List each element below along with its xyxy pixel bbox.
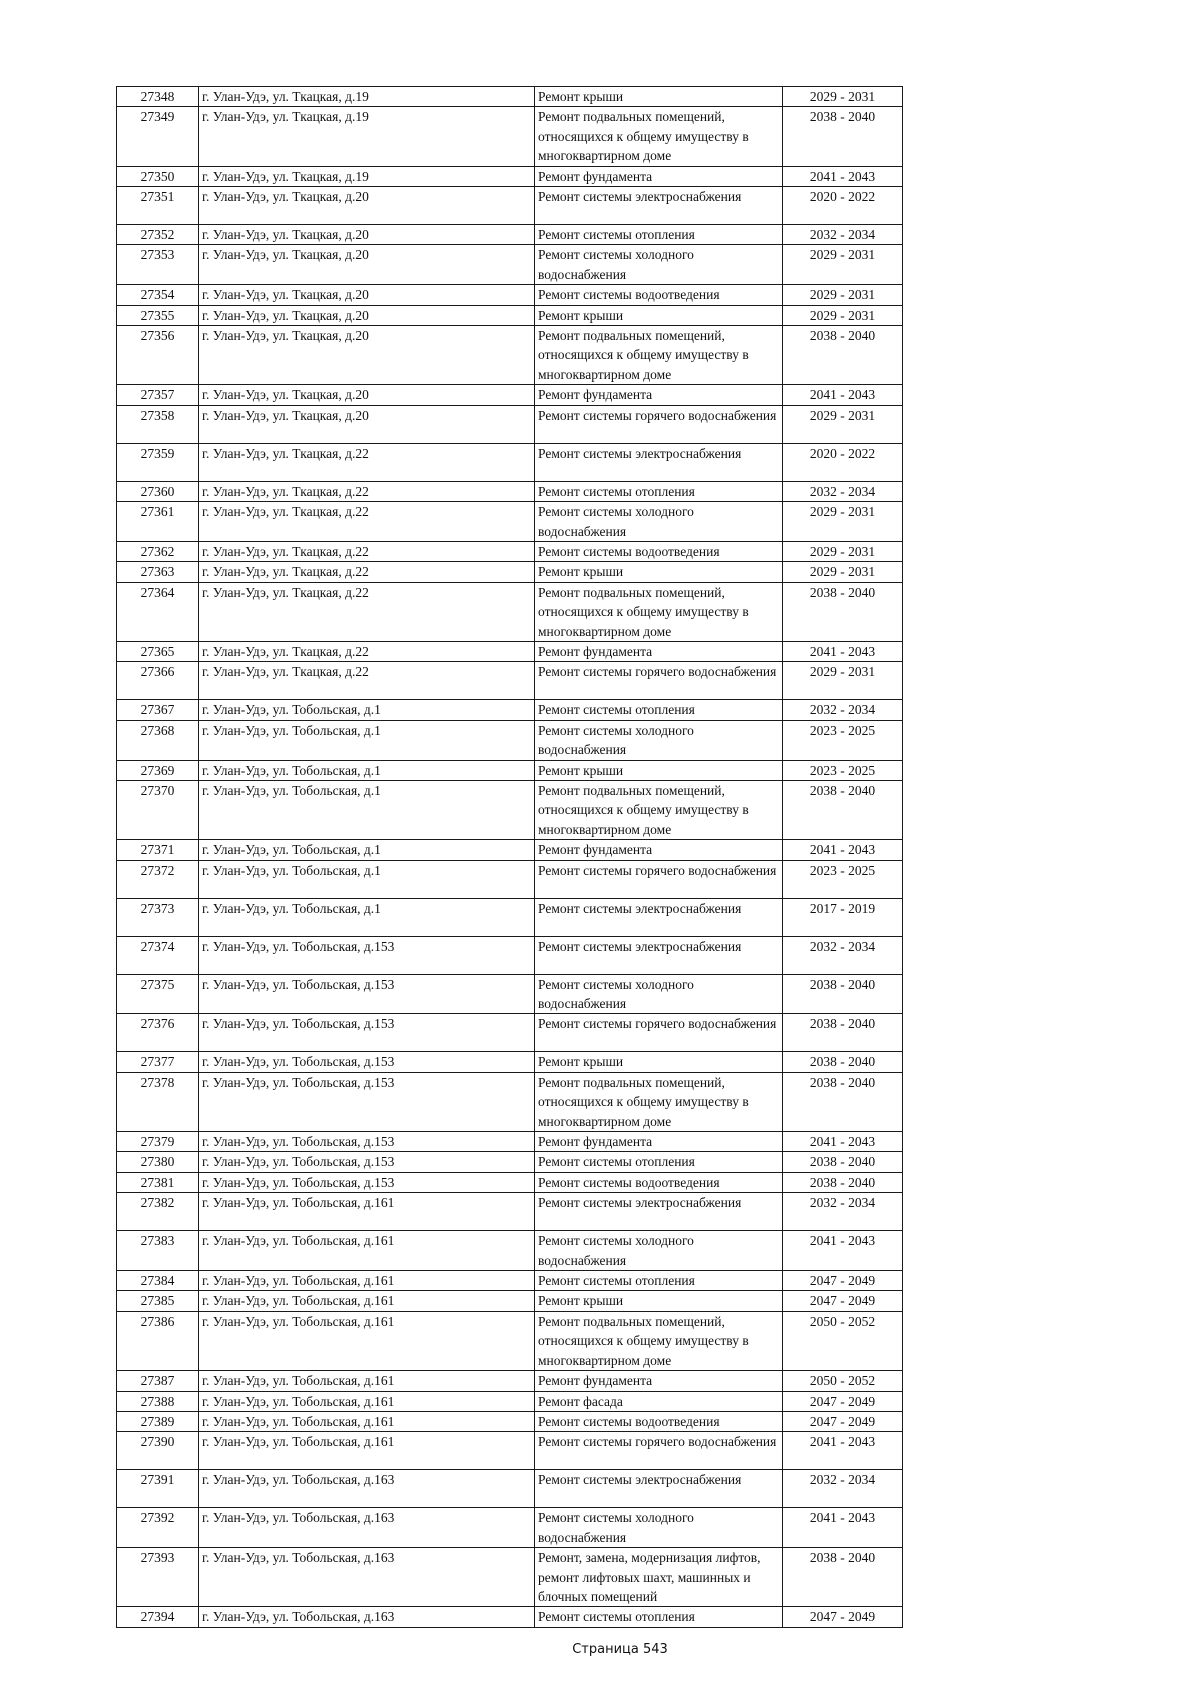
row-work-type: Ремонт системы водоотведения — [535, 1411, 783, 1431]
row-address: г. Улан-Удэ, ул. Тобольская, д.161 — [199, 1432, 535, 1470]
row-number: 27352 — [117, 225, 199, 245]
row-number: 27365 — [117, 641, 199, 661]
table-row — [117, 1152, 903, 1172]
row-address: г. Улан-Удэ, ул. Ткацкая, д.19 — [199, 87, 535, 107]
row-work-type: Ремонт системы отопления — [535, 1271, 783, 1291]
row-period: 2038 - 2040 — [783, 1014, 903, 1052]
row-number: 27392 — [117, 1508, 199, 1548]
row-address: г. Улан-Удэ, ул. Тобольская, д.1 — [199, 720, 535, 760]
row-period: 2038 - 2040 — [783, 1052, 903, 1072]
row-period: 2029 - 2031 — [783, 245, 903, 285]
table-body — [117, 87, 903, 1628]
row-address: г. Улан-Удэ, ул. Ткацкая, д.22 — [199, 562, 535, 582]
row-work-type: Ремонт системы горячего водоснабжения — [535, 860, 783, 898]
row-period: 2047 - 2049 — [783, 1607, 903, 1627]
row-work-type: Ремонт системы водоотведения — [535, 1172, 783, 1192]
row-address: г. Улан-Удэ, ул. Ткацкая, д.22 — [199, 662, 535, 700]
table-row — [117, 326, 903, 385]
row-address: г. Улан-Удэ, ул. Тобольская, д.161 — [199, 1371, 535, 1391]
row-period: 2020 - 2022 — [783, 187, 903, 225]
row-address: г. Улан-Удэ, ул. Тобольская, д.153 — [199, 1014, 535, 1052]
table-row — [117, 87, 903, 107]
row-period: 2020 - 2022 — [783, 443, 903, 481]
row-address: г. Улан-Удэ, ул. Тобольская, д.153 — [199, 936, 535, 974]
table-row — [117, 502, 903, 542]
table-row — [117, 1193, 903, 1231]
row-period: 2032 - 2034 — [783, 1193, 903, 1231]
table-row — [117, 662, 903, 700]
table-row — [117, 1411, 903, 1431]
row-address: г. Улан-Удэ, ул. Ткацкая, д.19 — [199, 107, 535, 166]
row-address: г. Улан-Удэ, ул. Ткацкая, д.20 — [199, 305, 535, 325]
row-number: 27349 — [117, 107, 199, 166]
row-period: 2038 - 2040 — [783, 1172, 903, 1192]
table-row — [117, 1072, 903, 1131]
table-row — [117, 1291, 903, 1311]
row-number: 27356 — [117, 326, 199, 385]
row-work-type: Ремонт системы холодного водоснабжения — [535, 245, 783, 285]
row-number: 27363 — [117, 562, 199, 582]
table-row — [117, 443, 903, 481]
table-row — [117, 385, 903, 405]
row-address: г. Улан-Удэ, ул. Тобольская, д.153 — [199, 974, 535, 1014]
table-row — [117, 1014, 903, 1052]
row-period: 2032 - 2034 — [783, 225, 903, 245]
table-row — [117, 187, 903, 225]
row-work-type: Ремонт системы горячего водоснабжения — [535, 405, 783, 443]
row-period: 2041 - 2043 — [783, 641, 903, 661]
row-work-type: Ремонт крыши — [535, 87, 783, 107]
row-address: г. Улан-Удэ, ул. Ткацкая, д.22 — [199, 582, 535, 641]
row-period: 2038 - 2040 — [783, 1548, 903, 1607]
row-number: 27361 — [117, 502, 199, 542]
row-address: г. Улан-Удэ, ул. Тобольская, д.161 — [199, 1391, 535, 1411]
row-work-type: Ремонт системы горячего водоснабжения — [535, 1432, 783, 1470]
page-number: Страница 543 — [572, 1642, 668, 1657]
table-row — [117, 700, 903, 720]
row-address: г. Улан-Удэ, ул. Тобольская, д.163 — [199, 1607, 535, 1627]
row-number: 27373 — [117, 898, 199, 936]
table-row — [117, 1508, 903, 1548]
row-period: 2047 - 2049 — [783, 1291, 903, 1311]
row-number: 27370 — [117, 780, 199, 839]
table-row — [117, 1470, 903, 1508]
row-work-type: Ремонт системы водоотведения — [535, 541, 783, 561]
row-work-type: Ремонт фундамента — [535, 385, 783, 405]
table-row — [117, 225, 903, 245]
register-sheet — [116, 86, 902, 1628]
row-number: 27391 — [117, 1470, 199, 1508]
row-address: г. Улан-Удэ, ул. Ткацкая, д.20 — [199, 245, 535, 285]
row-address: г. Улан-Удэ, ул. Тобольская, д.153 — [199, 1172, 535, 1192]
row-number: 27358 — [117, 405, 199, 443]
row-number: 27380 — [117, 1152, 199, 1172]
row-period: 2038 - 2040 — [783, 1152, 903, 1172]
row-period: 2047 - 2049 — [783, 1391, 903, 1411]
row-work-type: Ремонт подвальных помещений, относящихся к общему имуществу в многоквартирном доме — [535, 780, 783, 839]
row-number: 27362 — [117, 541, 199, 561]
row-work-type: Ремонт крыши — [535, 760, 783, 780]
table-row — [117, 1231, 903, 1271]
row-period: 2023 - 2025 — [783, 860, 903, 898]
row-address: г. Улан-Удэ, ул. Ткацкая, д.20 — [199, 285, 535, 305]
row-period: 2038 - 2040 — [783, 1072, 903, 1131]
row-period: 2041 - 2043 — [783, 1132, 903, 1152]
row-number: 27378 — [117, 1072, 199, 1131]
row-number: 27353 — [117, 245, 199, 285]
row-period: 2038 - 2040 — [783, 582, 903, 641]
table-row — [117, 1311, 903, 1370]
row-work-type: Ремонт подвальных помещений, относящихся к общему имуществу в многоквартирном доме — [535, 582, 783, 641]
table-row — [117, 860, 903, 898]
row-work-type: Ремонт системы отопления — [535, 225, 783, 245]
row-period: 2041 - 2043 — [783, 1508, 903, 1548]
row-period: 2032 - 2034 — [783, 1470, 903, 1508]
row-work-type: Ремонт системы горячего водоснабжения — [535, 662, 783, 700]
row-period: 2041 - 2043 — [783, 166, 903, 186]
row-period: 2029 - 2031 — [783, 502, 903, 542]
row-period: 2050 - 2052 — [783, 1371, 903, 1391]
row-work-type: Ремонт фундамента — [535, 1371, 783, 1391]
row-number: 27386 — [117, 1311, 199, 1370]
row-number: 27377 — [117, 1052, 199, 1072]
table-row — [117, 720, 903, 760]
row-period: 2029 - 2031 — [783, 285, 903, 305]
row-period: 2029 - 2031 — [783, 541, 903, 561]
row-period: 2029 - 2031 — [783, 662, 903, 700]
row-number: 27374 — [117, 936, 199, 974]
row-address: г. Улан-Удэ, ул. Тобольская, д.153 — [199, 1052, 535, 1072]
row-number: 27390 — [117, 1432, 199, 1470]
row-address: г. Улан-Удэ, ул. Тобольская, д.153 — [199, 1072, 535, 1131]
row-number: 27366 — [117, 662, 199, 700]
row-number: 27381 — [117, 1172, 199, 1192]
table-row — [117, 1132, 903, 1152]
row-period: 2041 - 2043 — [783, 840, 903, 860]
row-number: 27348 — [117, 87, 199, 107]
table-row — [117, 1052, 903, 1072]
row-period: 2041 - 2043 — [783, 1231, 903, 1271]
row-work-type: Ремонт подвальных помещений, относящихся к общему имуществу в многоквартирном доме — [535, 326, 783, 385]
row-number: 27389 — [117, 1411, 199, 1431]
row-number: 27384 — [117, 1271, 199, 1291]
row-period: 2029 - 2031 — [783, 87, 903, 107]
row-work-type: Ремонт, замена, модернизация лифтов, ремонт лифтовых шахт, машинных и блочных помещений — [535, 1548, 783, 1607]
row-address: г. Улан-Удэ, ул. Ткацкая, д.20 — [199, 405, 535, 443]
row-period: 2041 - 2043 — [783, 1432, 903, 1470]
table-row — [117, 582, 903, 641]
row-number: 27369 — [117, 760, 199, 780]
row-work-type: Ремонт подвальных помещений, относящихся к общему имуществу в многоквартирном доме — [535, 1072, 783, 1131]
row-address: г. Улан-Удэ, ул. Ткацкая, д.22 — [199, 502, 535, 542]
row-work-type: Ремонт подвальных помещений, относящихся к общему имуществу в многоквартирном доме — [535, 1311, 783, 1370]
row-number: 27364 — [117, 582, 199, 641]
row-address: г. Улан-Удэ, ул. Ткацкая, д.20 — [199, 326, 535, 385]
row-number: 27359 — [117, 443, 199, 481]
row-number: 27388 — [117, 1391, 199, 1411]
row-period: 2029 - 2031 — [783, 305, 903, 325]
row-address: г. Улан-Удэ, ул. Тобольская, д.161 — [199, 1411, 535, 1431]
table-row — [117, 1172, 903, 1192]
row-address: г. Улан-Удэ, ул. Тобольская, д.161 — [199, 1231, 535, 1271]
table-row — [117, 305, 903, 325]
row-address: г. Улан-Удэ, ул. Ткацкая, д.20 — [199, 385, 535, 405]
row-work-type: Ремонт системы отопления — [535, 700, 783, 720]
row-address: г. Улан-Удэ, ул. Тобольская, д.161 — [199, 1193, 535, 1231]
row-address: г. Улан-Удэ, ул. Тобольская, д.163 — [199, 1508, 535, 1548]
row-work-type: Ремонт системы холодного водоснабжения — [535, 720, 783, 760]
row-work-type: Ремонт крыши — [535, 562, 783, 582]
row-address: г. Улан-Удэ, ул. Тобольская, д.1 — [199, 898, 535, 936]
table-row — [117, 285, 903, 305]
row-work-type: Ремонт системы холодного водоснабжения — [535, 1231, 783, 1271]
row-address: г. Улан-Удэ, ул. Тобольская, д.161 — [199, 1271, 535, 1291]
row-work-type: Ремонт системы холодного водоснабжения — [535, 1508, 783, 1548]
row-address: г. Улан-Удэ, ул. Ткацкая, д.22 — [199, 443, 535, 481]
row-period: 2023 - 2025 — [783, 760, 903, 780]
table-row — [117, 405, 903, 443]
row-number: 27375 — [117, 974, 199, 1014]
row-number: 27368 — [117, 720, 199, 760]
row-period: 2032 - 2034 — [783, 936, 903, 974]
row-address: г. Улан-Удэ, ул. Тобольская, д.163 — [199, 1470, 535, 1508]
row-period: 2017 - 2019 — [783, 898, 903, 936]
row-period: 2041 - 2043 — [783, 385, 903, 405]
row-work-type: Ремонт системы электроснабжения — [535, 1470, 783, 1508]
row-work-type: Ремонт фасада — [535, 1391, 783, 1411]
row-period: 2029 - 2031 — [783, 562, 903, 582]
row-address: г. Улан-Удэ, ул. Тобольская, д.1 — [199, 700, 535, 720]
row-work-type: Ремонт крыши — [535, 1052, 783, 1072]
row-work-type: Ремонт системы горячего водоснабжения — [535, 1014, 783, 1052]
row-number: 27379 — [117, 1132, 199, 1152]
repair-schedule-table — [116, 86, 903, 1628]
table-row — [117, 974, 903, 1014]
row-number: 27354 — [117, 285, 199, 305]
row-number: 27372 — [117, 860, 199, 898]
row-period: 2029 - 2031 — [783, 405, 903, 443]
row-work-type: Ремонт подвальных помещений, относящихся к общему имуществу в многоквартирном доме — [535, 107, 783, 166]
row-work-type: Ремонт системы электроснабжения — [535, 443, 783, 481]
table-row — [117, 245, 903, 285]
row-work-type: Ремонт системы холодного водоснабжения — [535, 502, 783, 542]
row-address: г. Улан-Удэ, ул. Тобольская, д.1 — [199, 860, 535, 898]
row-number: 27360 — [117, 481, 199, 501]
table-row — [117, 107, 903, 166]
row-address: г. Улан-Удэ, ул. Тобольская, д.1 — [199, 780, 535, 839]
row-address: г. Улан-Удэ, ул. Тобольская, д.161 — [199, 1291, 535, 1311]
row-number: 27376 — [117, 1014, 199, 1052]
row-period: 2032 - 2034 — [783, 481, 903, 501]
table-row — [117, 641, 903, 661]
row-address: г. Улан-Удэ, ул. Тобольская, д.163 — [199, 1548, 535, 1607]
row-work-type: Ремонт системы электроснабжения — [535, 898, 783, 936]
row-address: г. Улан-Удэ, ул. Тобольская, д.153 — [199, 1132, 535, 1152]
row-number: 27355 — [117, 305, 199, 325]
table-row — [117, 481, 903, 501]
row-work-type: Ремонт системы холодного водоснабжения — [535, 974, 783, 1014]
row-period: 2050 - 2052 — [783, 1311, 903, 1370]
row-period: 2023 - 2025 — [783, 720, 903, 760]
row-number: 27351 — [117, 187, 199, 225]
table-row — [117, 1371, 903, 1391]
table-row — [117, 936, 903, 974]
row-address: г. Улан-Удэ, ул. Ткацкая, д.19 — [199, 166, 535, 186]
row-number: 27387 — [117, 1371, 199, 1391]
row-number: 27367 — [117, 700, 199, 720]
row-work-type: Ремонт фундамента — [535, 1132, 783, 1152]
row-address: г. Улан-Удэ, ул. Тобольская, д.1 — [199, 760, 535, 780]
row-work-type: Ремонт системы водоотведения — [535, 285, 783, 305]
row-address: г. Улан-Удэ, ул. Ткацкая, д.22 — [199, 481, 535, 501]
table-row — [117, 840, 903, 860]
row-address: г. Улан-Удэ, ул. Ткацкая, д.22 — [199, 641, 535, 661]
row-address: г. Улан-Удэ, ул. Тобольская, д.161 — [199, 1311, 535, 1370]
table-row — [117, 760, 903, 780]
row-number: 27371 — [117, 840, 199, 860]
table-row — [117, 780, 903, 839]
row-work-type: Ремонт системы электроснабжения — [535, 187, 783, 225]
row-work-type: Ремонт системы отопления — [535, 1607, 783, 1627]
row-number: 27357 — [117, 385, 199, 405]
row-period: 2038 - 2040 — [783, 780, 903, 839]
row-period: 2038 - 2040 — [783, 326, 903, 385]
table-row — [117, 1548, 903, 1607]
row-work-type: Ремонт фундамента — [535, 840, 783, 860]
row-work-type: Ремонт крыши — [535, 305, 783, 325]
table-row — [117, 1271, 903, 1291]
table-row — [117, 562, 903, 582]
row-number: 27393 — [117, 1548, 199, 1607]
row-period: 2038 - 2040 — [783, 107, 903, 166]
row-period: 2047 - 2049 — [783, 1411, 903, 1431]
row-number: 27385 — [117, 1291, 199, 1311]
table-row — [117, 1391, 903, 1411]
row-number: 27383 — [117, 1231, 199, 1271]
row-work-type: Ремонт крыши — [535, 1291, 783, 1311]
row-address: г. Улан-Удэ, ул. Ткацкая, д.20 — [199, 225, 535, 245]
row-number: 27382 — [117, 1193, 199, 1231]
row-work-type: Ремонт системы отопления — [535, 481, 783, 501]
row-work-type: Ремонт системы электроснабжения — [535, 936, 783, 974]
row-address: г. Улан-Удэ, ул. Ткацкая, д.22 — [199, 541, 535, 561]
row-address: г. Улан-Удэ, ул. Тобольская, д.1 — [199, 840, 535, 860]
row-number: 27350 — [117, 166, 199, 186]
row-work-type: Ремонт системы отопления — [535, 1152, 783, 1172]
row-address: г. Улан-Удэ, ул. Тобольская, д.153 — [199, 1152, 535, 1172]
table-row — [117, 166, 903, 186]
row-period: 2047 - 2049 — [783, 1271, 903, 1291]
table-row — [117, 898, 903, 936]
table-row — [117, 1607, 903, 1627]
row-work-type: Ремонт фундамента — [535, 166, 783, 186]
row-work-type: Ремонт системы электроснабжения — [535, 1193, 783, 1231]
row-number: 27394 — [117, 1607, 199, 1627]
row-period: 2032 - 2034 — [783, 700, 903, 720]
row-address: г. Улан-Удэ, ул. Ткацкая, д.20 — [199, 187, 535, 225]
row-work-type: Ремонт фундамента — [535, 641, 783, 661]
table-row — [117, 541, 903, 561]
row-period: 2038 - 2040 — [783, 974, 903, 1014]
table-row — [117, 1432, 903, 1470]
